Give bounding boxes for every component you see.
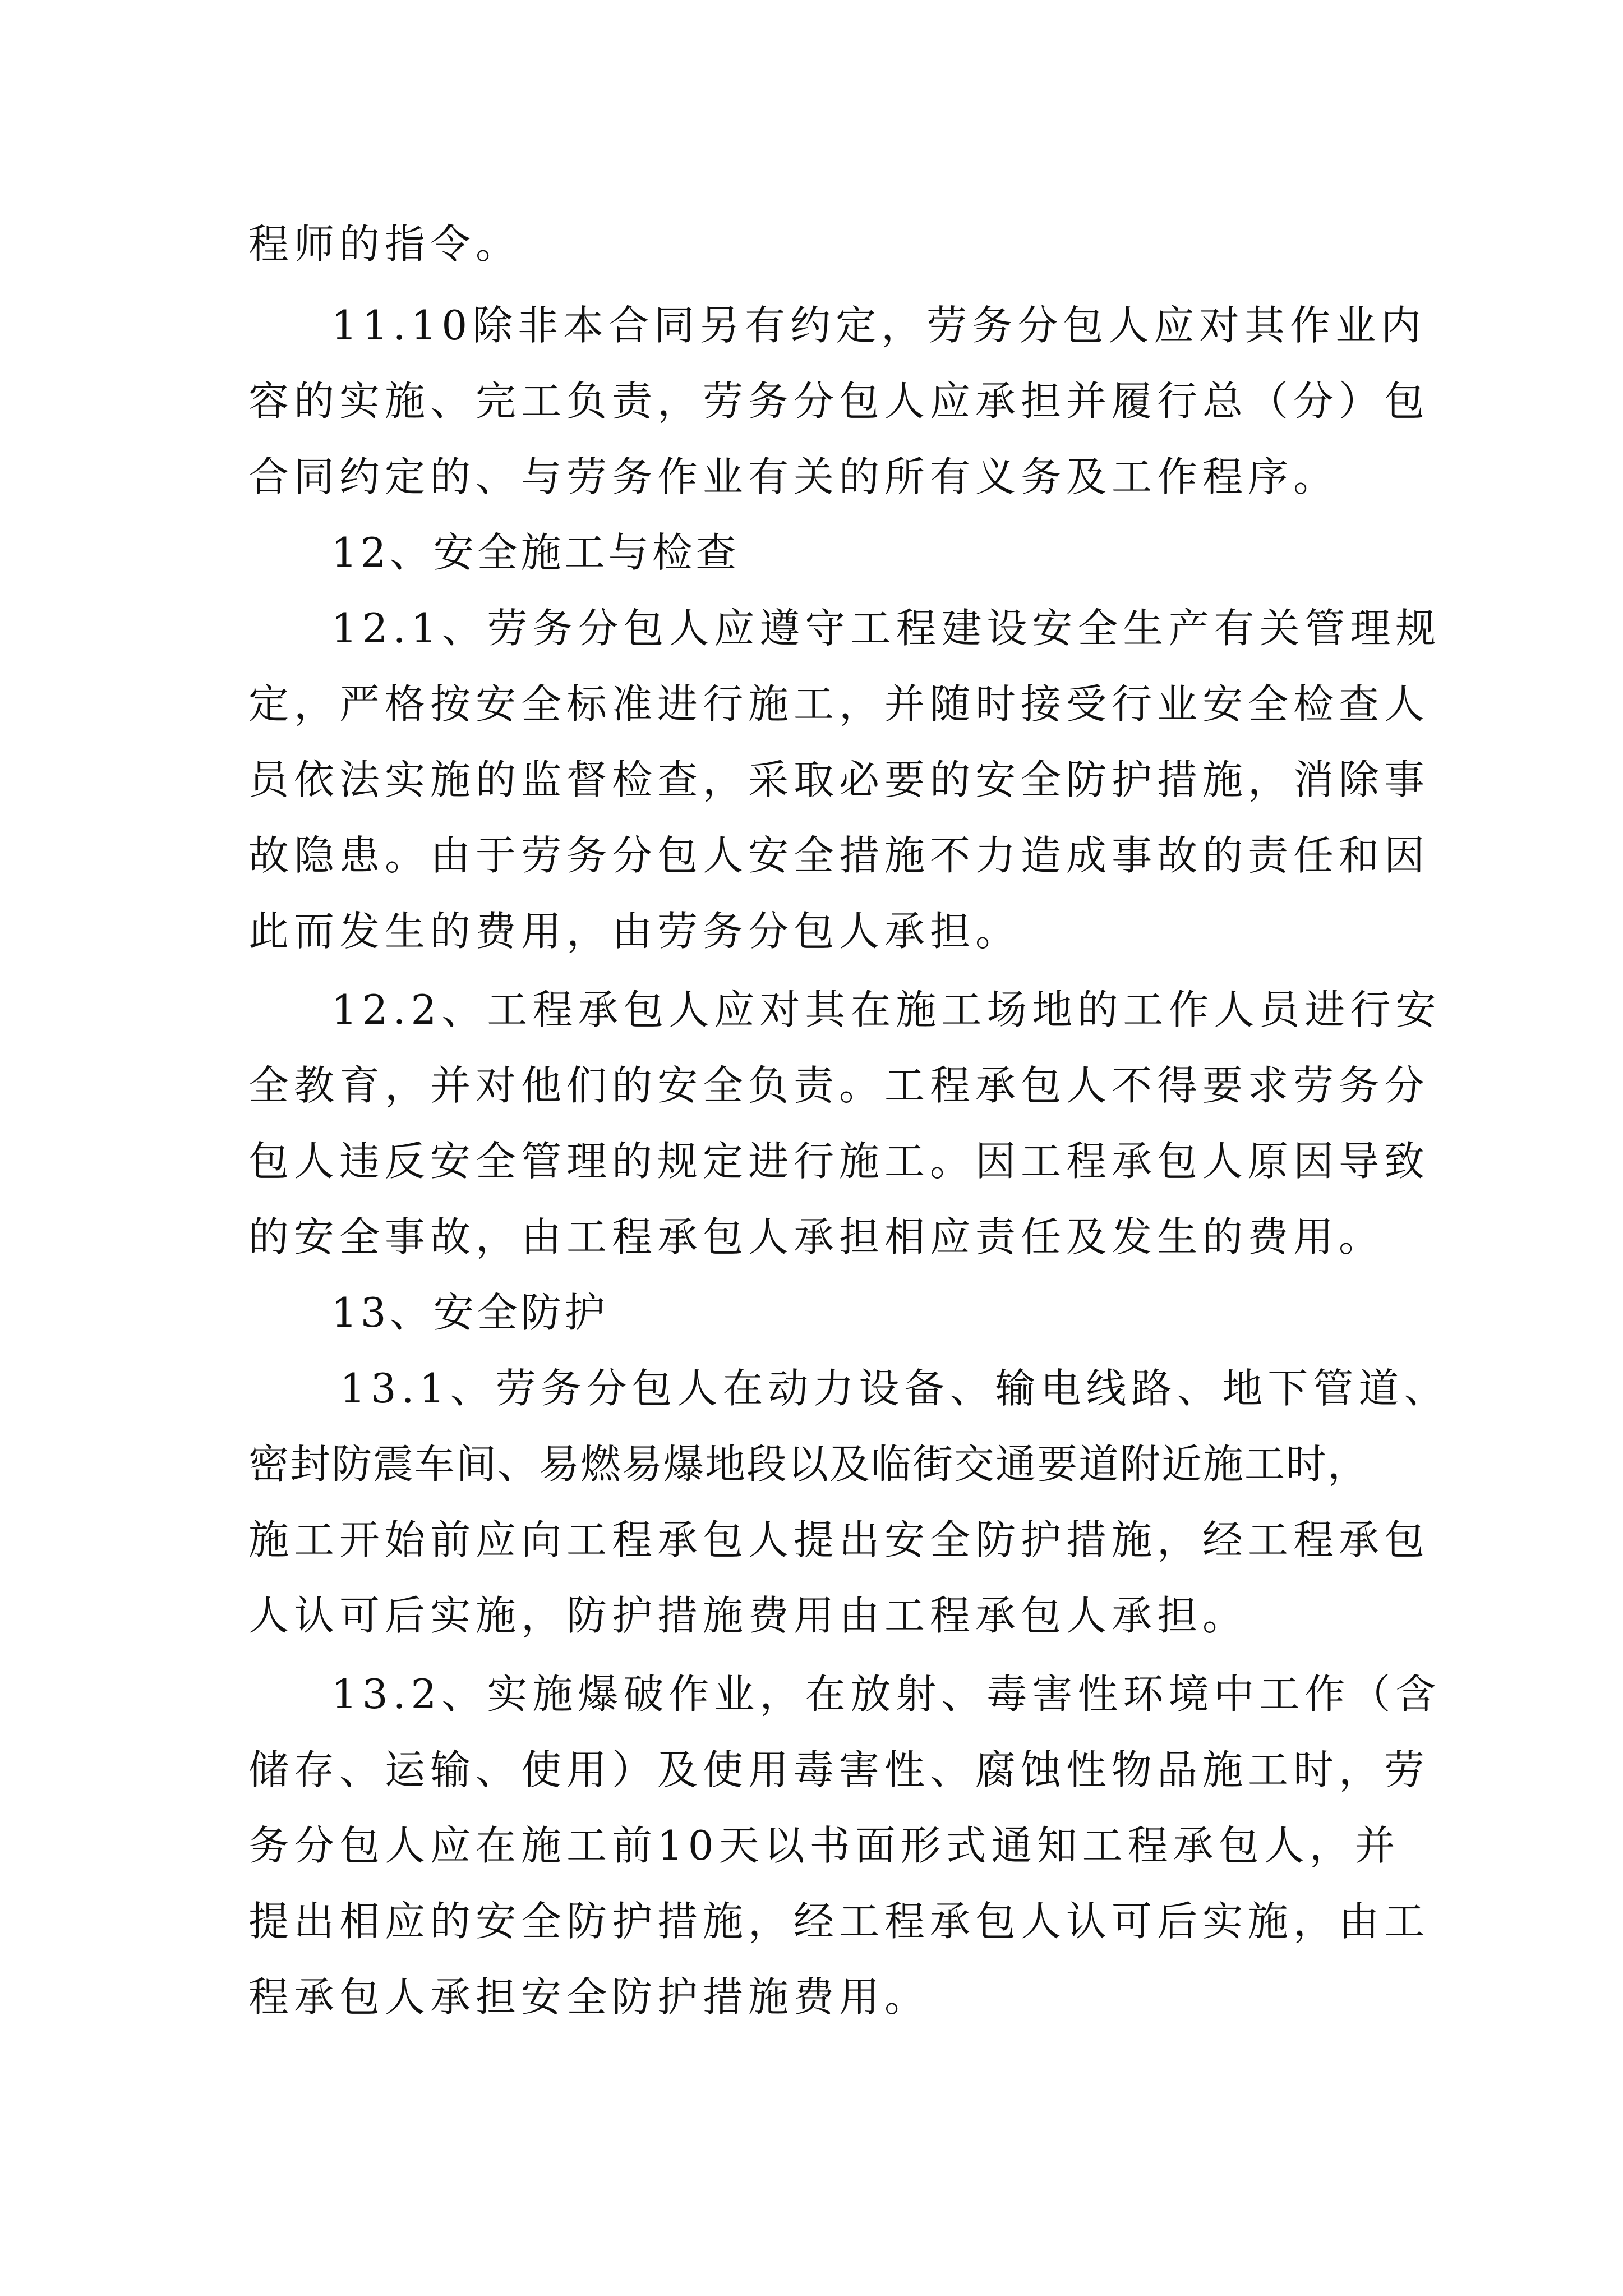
text-line: 12.1、劳务分包人应遵守工程建设安全生产有关管理规 [331,605,1441,652]
text-line: 提出相应的安全防护措施，经工程承包人认可后实施，由工 [248,1898,1430,1945]
text-line: 员依法实施的监督检查，采取必要的安全防护措施，消除事 [248,756,1430,803]
text-line: 密封防震车间、易燃易爆地段以及临街交通要道附近施工时， [248,1441,1370,1488]
text-line: 人认可后实施，防护措施费用由工程承包人承担。 [248,1592,1248,1639]
text-line: 12.2、工程承包人应对其在施工场地的工作人员进行安 [331,986,1441,1033]
text-line: 务分包人应在施工前10天以书面形式通知工程承包人，并 [248,1822,1400,1869]
section-heading: 12、安全施工与检查 [331,529,740,576]
text-line: 包人违反安全管理的规定进行施工。因工程承包人原因导致 [248,1138,1430,1185]
text-line: 的安全事故，由工程承包人承担相应责任及发生的费用。 [248,1213,1385,1260]
text-line: 定，严格按安全标准进行施工，并随时接受行业安全检查人 [248,680,1430,728]
section-heading: 13、安全防护 [331,1289,608,1336]
text-line: 合同约定的、与劳务作业有关的所有义务及工作程序。 [248,453,1339,500]
text-line: 全教育，并对他们的安全负责。工程承包人不得要求劳务分 [248,1062,1430,1109]
text-line: 程师的指令。 [248,220,522,268]
text-line: 13.1、劳务分包人在动力设备、输电线路、地下管道、 [340,1365,1450,1412]
text-line: 施工开始前应向工程承包人提出安全防护措施，经工程承包 [248,1516,1430,1563]
text-line: 故隐患。由于劳务分包人安全措施不力造成事故的责任和因 [248,832,1430,879]
text-line: 容的实施、完工负责，劳务分包人应承担并履行总（分）包 [248,378,1430,425]
text-line: 程承包人承担安全防护措施费用。 [248,1973,930,2021]
text-line: 11.10除非本合同另有约定，劳务分包人应对其作业内 [331,302,1427,349]
text-line: 13.2、实施爆破作业，在放射、毒害性环境中工作（含 [331,1671,1441,1718]
text-line: 此而发生的费用，由劳务分包人承担。 [248,908,1021,955]
text-line: 储存、运输、使用）及使用毒害性、腐蚀性物品施工时，劳 [248,1746,1430,1793]
